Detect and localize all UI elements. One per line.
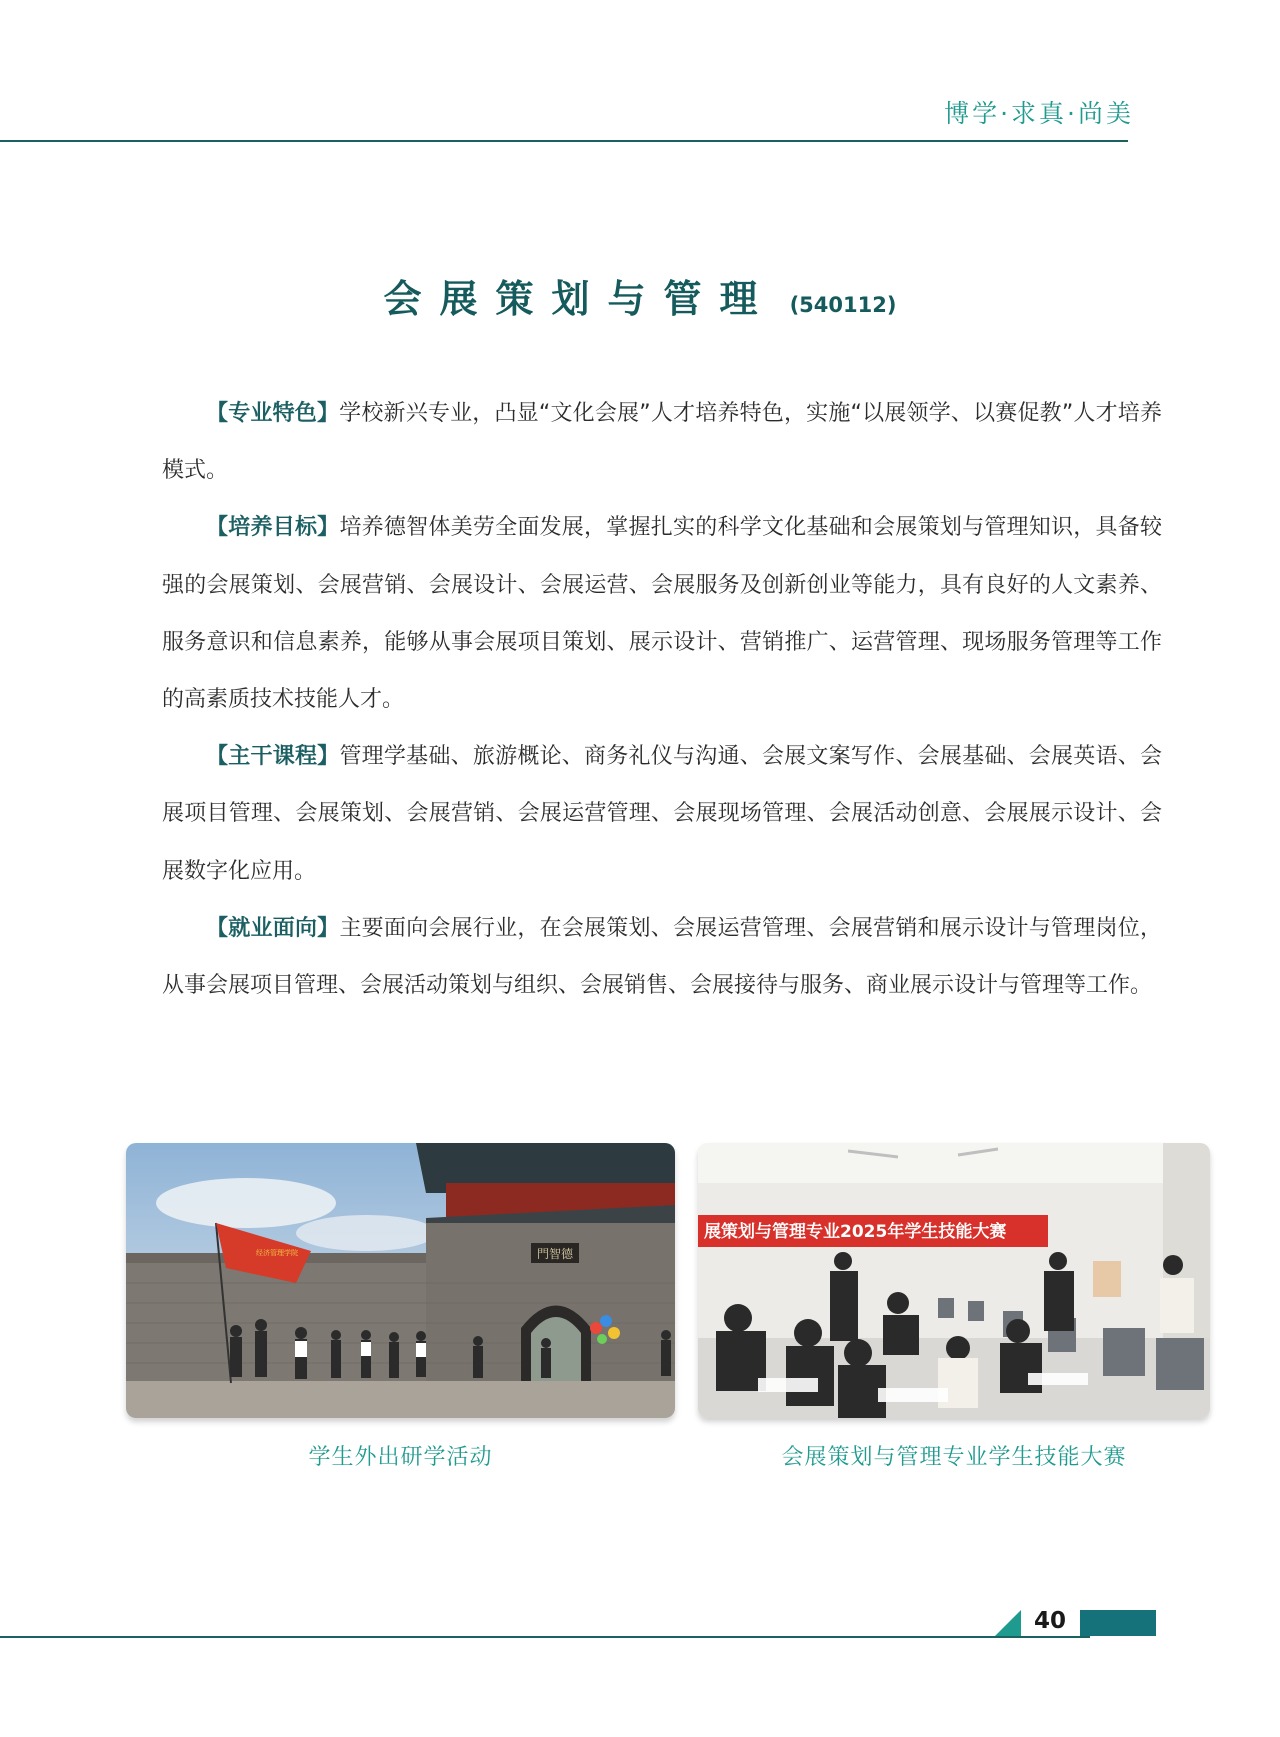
footer-divider — [0, 1636, 1090, 1638]
page-title — [0, 268, 1280, 323]
gate-plaque-text: 門智德 — [536, 1247, 574, 1261]
paragraph-text: 管理学基础、旅游概论、商务礼仪与沟通、会展文案写作、会展基础、会展英语、会展项目管理、会展策划、会展营销、会展运营管理、会展现场管理、会展活动创意、会展展示设计、会展数字化应用。 — [162, 744, 1162, 884]
paragraph-text: 学校新兴专业，凸显“文化会展”人才培养特色，实施“以展领学、以赛促教”人才培养模式。 — [162, 401, 1162, 484]
paragraph-features — [162, 385, 1162, 499]
title-main: 会展策划与管理 — [383, 277, 776, 321]
paragraph-courses — [162, 728, 1162, 900]
footer-bar — [1080, 1610, 1156, 1636]
header-divider — [0, 140, 1128, 142]
paragraph-label: 【培养目标】 — [206, 515, 340, 541]
page-number: 40 — [1033, 1608, 1066, 1634]
paragraph-goals — [162, 499, 1162, 728]
footer-triangle — [995, 1610, 1021, 1636]
photo-study-trip — [126, 1143, 675, 1418]
paragraph-employment — [162, 900, 1162, 1014]
body-text — [162, 385, 1162, 1014]
paragraph-text: 培养德智体美劳全面发展，掌握扎实的科学文化基础和会展策划与管理知识，具备较强的会展策划、会展营销、会展设计、会展运营、会展服务及创新创业等能力，具有良好的人文素养、服务意识和信息素养，能够从事会展项目策划、展示设计、营销推广、运营管理、现场服务管理等工作的高素质技术技能人才。 — [162, 515, 1162, 713]
photo-skills-contest — [698, 1143, 1210, 1418]
paragraph-label: 【主干课程】 — [206, 744, 340, 770]
caption-study-trip: 学生外出研学活动 — [308, 1445, 493, 1470]
paragraph-label: 【专业特色】 — [206, 401, 340, 426]
banner-text: 展策划与管理专业2025年学生技能大赛 — [704, 1222, 1007, 1242]
paragraph-label: 【就业面向】 — [206, 915, 340, 941]
header-motto: 博学·求真·尚美 — [944, 99, 1134, 128]
title-code: (540112) — [789, 293, 897, 317]
flag-text: 经济管理学院 — [256, 1249, 298, 1257]
caption-skills-contest: 会展策划与管理专业学生技能大赛 — [781, 1445, 1127, 1470]
paragraph-text: 主要面向会展行业，在会展策划、会展运营管理、会展营销和展示设计与管理岗位，从事会展项目管理、会展活动策划与组织、会展销售、会展接待与服务、商业展示设计与管理等工作。 — [162, 915, 1162, 999]
